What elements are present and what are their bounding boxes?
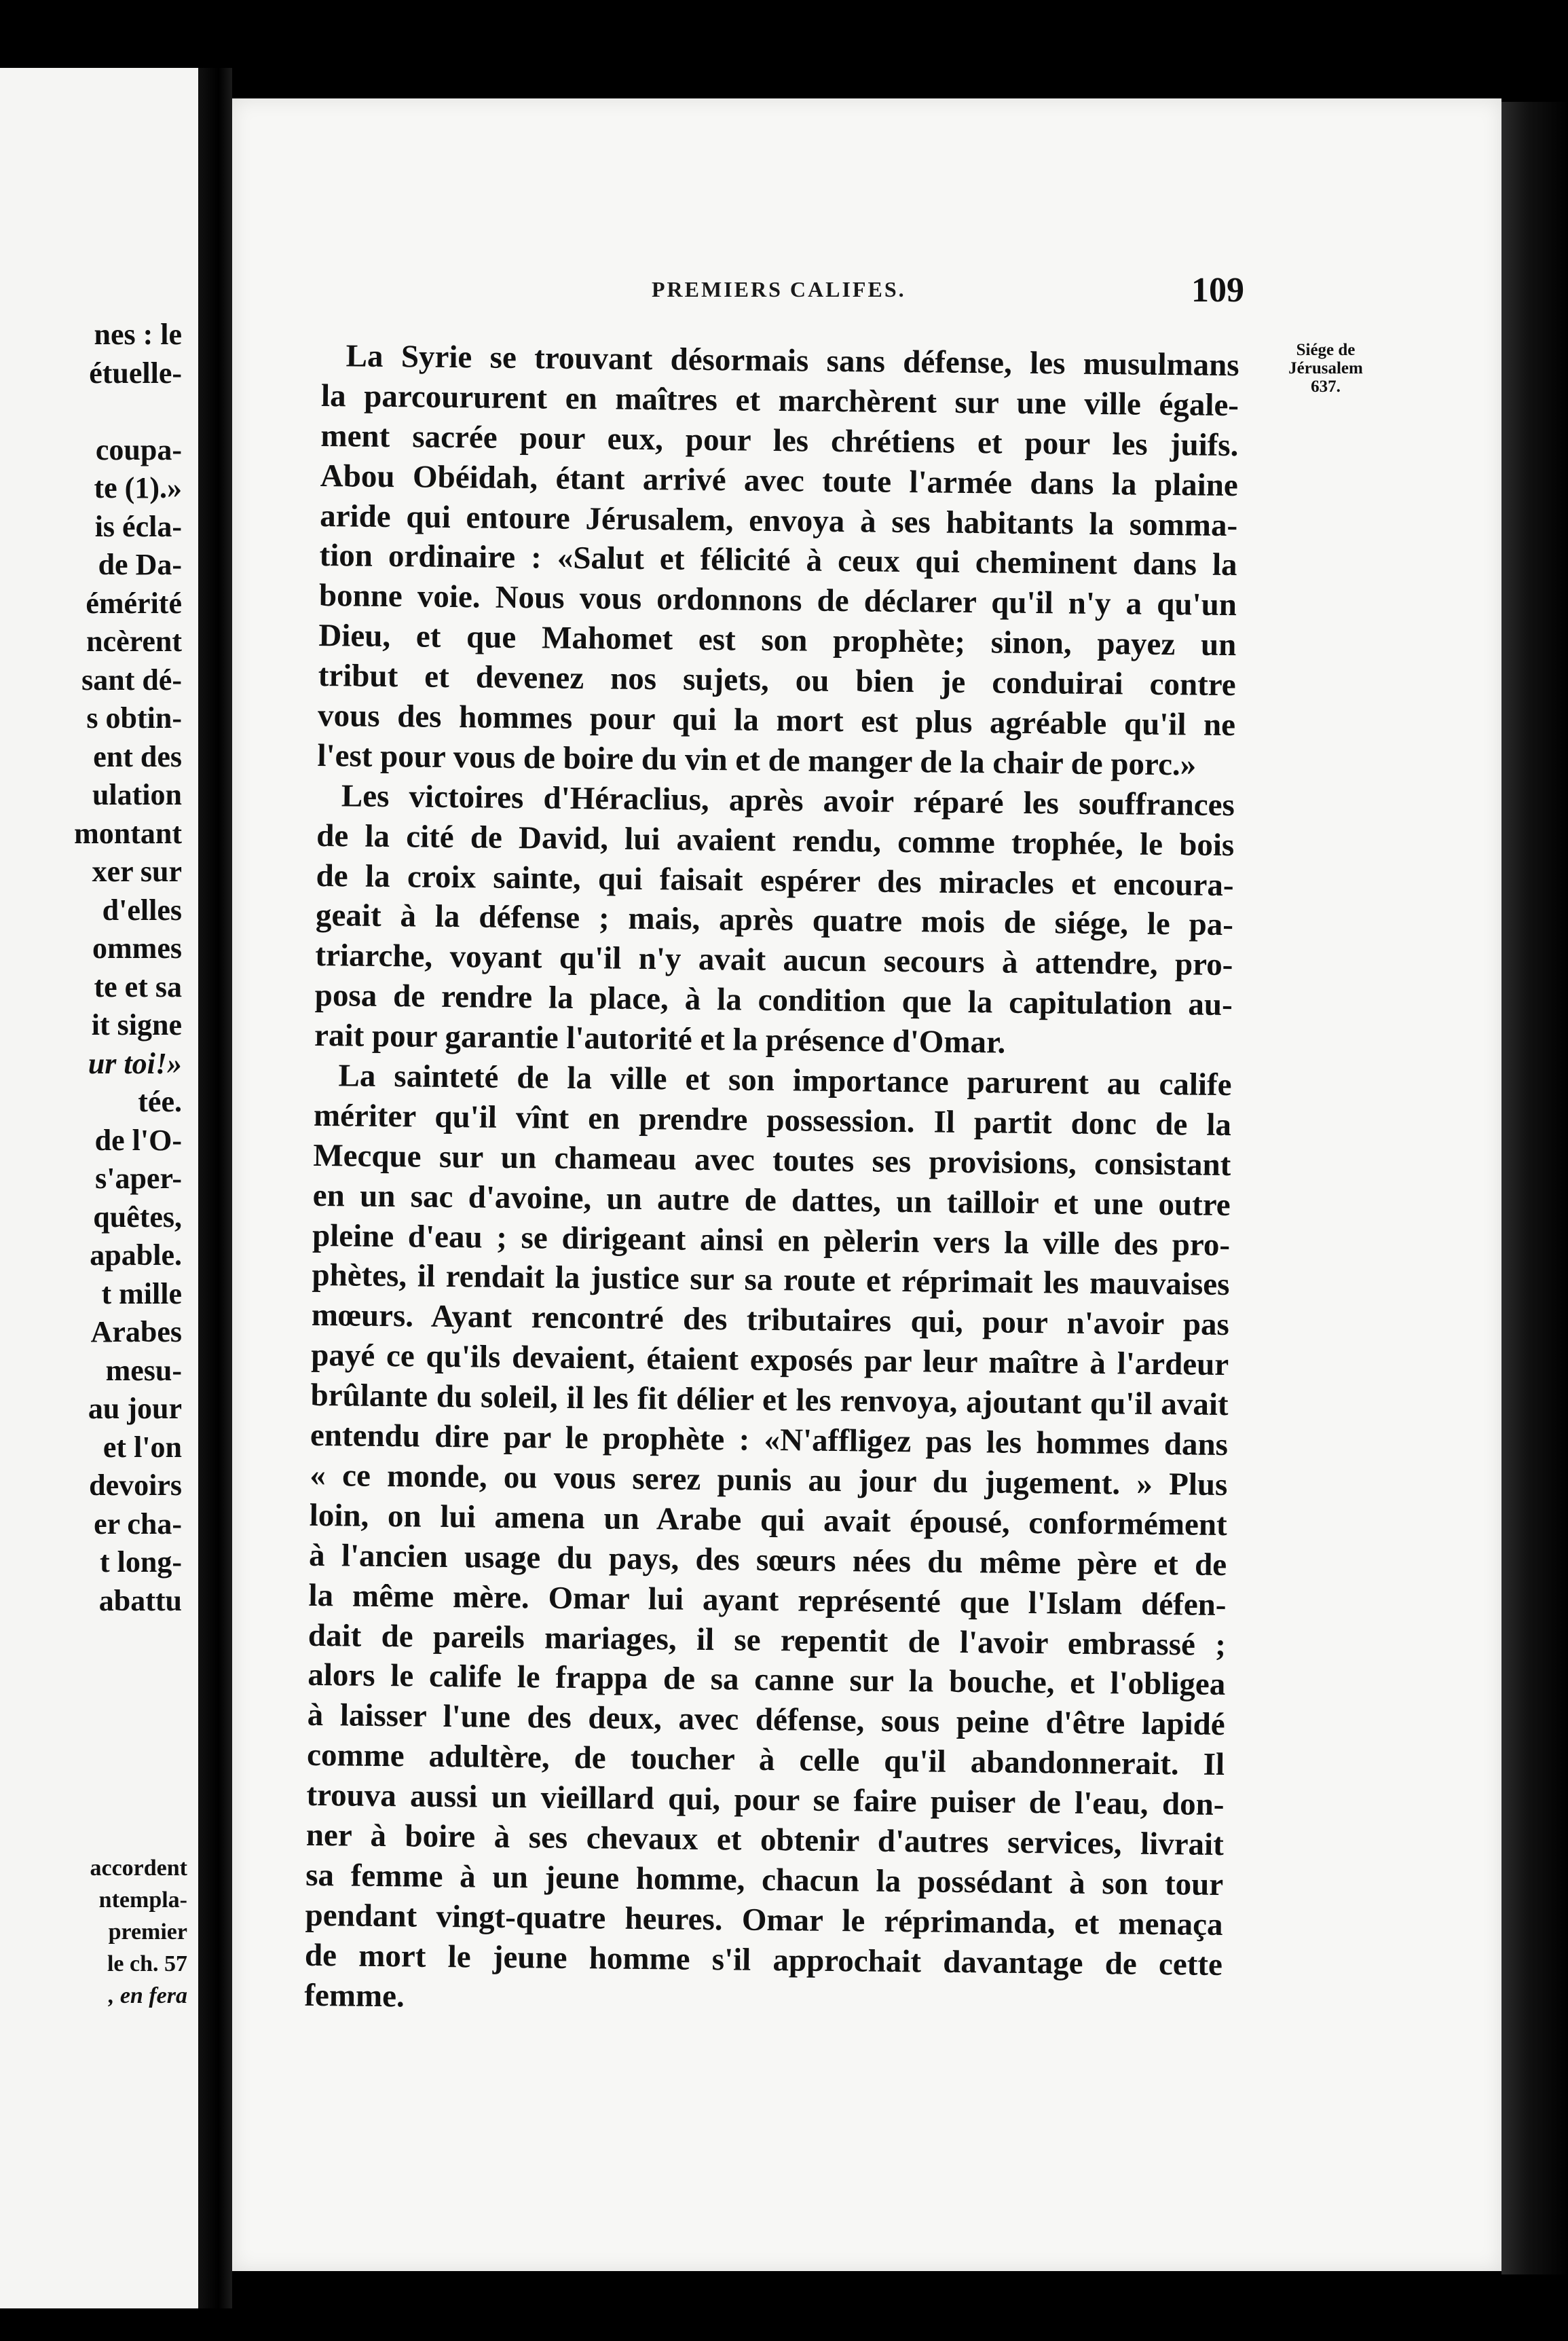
margin-note	[1261, 341, 1390, 396]
text-line: Les victoires d'Héraclius, après avoir réparé les souffrances	[341, 778, 1235, 823]
text-line: Abou Obéidah, étant arrivé avec toute l'armée dans la plaine	[320, 458, 1239, 503]
text-line: trouva aussi un vieillard qui, pour se faire puiser de l'eau, don-	[306, 1777, 1225, 1823]
left-page-line: ncèrent	[86, 625, 182, 658]
left-page-line: étuelle-	[89, 356, 182, 390]
text-line: mœurs. Ayant rencontré des tributaires qui, pour n'avoir pas	[311, 1297, 1230, 1343]
text-line: brûlante du soleil, il les fit délier et les renvoya, ajoutant qu'il avait	[310, 1378, 1229, 1423]
left-page-footnotes	[0, 1852, 198, 2012]
text-line: de la cité de David, lui avaient rendu, comme trophée, le bois	[316, 817, 1235, 863]
left-page-line: devoirs	[89, 1469, 182, 1502]
left-page-line: ur toi!»	[88, 1046, 182, 1080]
text-line: dait de pareils mariages, il se repentit de l'avoir embrassé ;	[307, 1617, 1227, 1663]
left-page-line	[0, 392, 198, 431]
text-line: ment sacrée pour eux, pour les chrétiens et pour les juifs.	[320, 418, 1239, 463]
left-page-lines	[0, 316, 198, 1620]
text-line: posa de rendre la place, à la condition que la capitulation au-	[314, 978, 1233, 1023]
left-page-line: apable.	[90, 1238, 182, 1272]
text-line: vous des hommes pour qui la mort est plus agréable qu'il ne	[317, 697, 1236, 743]
text-line: « ce monde, ou vous serez punis au jour du jugement. » Plus	[310, 1457, 1228, 1503]
text-line: payé ce qu'ils devaient, étaient exposés par leur maître à l'ardeur	[311, 1338, 1229, 1383]
left-page-line: it signe	[91, 1008, 182, 1042]
left-page-line: tée.	[138, 1085, 182, 1118]
text-line: l'est pour vous de boire du vin et de manger de la chair de porc.»	[317, 737, 1197, 783]
left-page-line: émérité	[86, 586, 182, 620]
text-line: pleine d'eau ; se dirigeant ainsi en pèlerin vers la ville des pro-	[312, 1217, 1231, 1263]
left-page-line: t long-	[100, 1545, 182, 1579]
text-line: sa femme à un jeune homme, chacun la possédant à son tour	[305, 1857, 1224, 1902]
text-line: femme.	[304, 1977, 405, 2014]
text-line: geait à la défense ; mais, après quatre mois de siége, le pa-	[315, 898, 1234, 943]
left-footnote-line: le ch. 57	[107, 1951, 187, 1976]
left-footnote-line: premier	[108, 1919, 187, 1944]
left-footnote-line: accordent	[90, 1856, 187, 1881]
margin-note-line: 637.	[1311, 377, 1341, 396]
left-page-line: et l'on	[102, 1430, 182, 1464]
text-line: La sainteté de la ville et son importance parurent au calife	[338, 1058, 1232, 1103]
left-page-line: ommes	[92, 932, 182, 965]
left-footnote-line: , en fera	[108, 1983, 187, 2008]
text-line: ner à boire à ses chevaux et obtenir d'autres services, livrait	[305, 1817, 1225, 1862]
text-line: pendant vingt-quatre heures. Omar le réprimanda, et menaça	[305, 1897, 1223, 1942]
text-line: Dieu, et que Mahomet est son prophète; sinon, payez un	[318, 618, 1237, 663]
left-page-line: d'elles	[102, 893, 182, 927]
text-line: tion ordinaire : «Salut et félicité à ceux qui cheminent dans la	[319, 538, 1237, 583]
left-page-line: ent des	[93, 739, 182, 773]
left-page-line: er cha-	[94, 1507, 182, 1541]
left-page-line: ulation	[92, 778, 182, 811]
text-line: la même mère. Omar lui ayant représenté que l'Islam défen-	[308, 1577, 1227, 1623]
left-page-line: montant	[74, 816, 182, 850]
left-page-line: Arabes	[90, 1315, 182, 1348]
text-line: de la croix sainte, qui faisait espérer des miracles et encoura-	[316, 858, 1234, 903]
left-page-line: quêtes,	[93, 1200, 182, 1234]
left-page-line: de l'O-	[94, 1123, 182, 1157]
text-line: à laisser l'une des deux, avec défense, sous peine d'être lapidé	[307, 1697, 1225, 1743]
left-page-line: is écla-	[94, 509, 182, 543]
margin-note-line: Siége de	[1296, 341, 1356, 359]
left-page-line: coupa-	[95, 432, 182, 466]
left-page-line: te et sa	[94, 970, 182, 1003]
left-footnote-line: ntempla-	[98, 1887, 187, 1913]
body-text	[304, 336, 1239, 2025]
left-page-line: mesu-	[105, 1353, 182, 1387]
left-page-fragment	[0, 68, 198, 2308]
page-number: 109	[1191, 271, 1244, 310]
text-line: Mecque sur un chameau avec toutes ses provisions, consistant	[313, 1137, 1231, 1183]
text-line: aride qui entoure Jérusalem, envoya à ses habitants la somma-	[319, 498, 1238, 543]
text-line: à l'ancien usage du pays, des sœurs nées du même père et de	[308, 1537, 1227, 1583]
left-page-line: s'aper-	[95, 1162, 182, 1195]
left-page-line: sant dé-	[81, 663, 182, 697]
text-line: rait pour garantie l'autorité et la présence d'Omar.	[314, 1018, 1006, 1061]
left-page-line: te (1).»	[94, 471, 182, 504]
text-line: bonne voie. Nous vous ordonnons de déclarer qu'il n'y a qu'un	[318, 578, 1237, 623]
text-line: phètes, il rendait la justice sur sa route et réprimait les mauvaises	[312, 1257, 1230, 1303]
text-line: La Syrie se trouvant désormais sans défense, les musulmans	[346, 338, 1239, 384]
text-line: entendu dire par le prophète : «N'affligez pas les hommes dans	[310, 1417, 1229, 1463]
left-page-line: au jour	[88, 1392, 182, 1425]
text-line: comme adultère, de toucher à celle qu'il abandonnerait. Il	[306, 1737, 1225, 1783]
text-line: triarche, voyant qu'il n'y avait aucun secours à attendre, pro-	[315, 938, 1233, 983]
book-gutter	[198, 68, 232, 2308]
margin-note-line: Jérusalem	[1288, 359, 1363, 377]
left-page-line: xer sur	[92, 855, 182, 888]
left-page-line: t mille	[101, 1276, 182, 1310]
text-line: loin, on lui amena un Arabe qui avait épousé, conformément	[309, 1497, 1228, 1543]
text-line: tribut et devenez nos sujets, ou bien je conduirai contre	[318, 658, 1236, 703]
text-line: en un sac d'avoine, un autre de dattes, un tailloir et une outre	[312, 1177, 1231, 1223]
page-edge-shadow	[1501, 102, 1568, 2274]
left-page-line: abattu	[98, 1583, 182, 1617]
running-title: PREMIERS CALIFES.	[652, 277, 906, 301]
text-line: de mort le jeune homme s'il approchait davantage de cette	[304, 1937, 1223, 1983]
left-page-line: nes : le	[94, 318, 182, 351]
left-page-line: de Da-	[98, 548, 182, 581]
text-line: la parcoururent en maîtres et marchèrent sur une ville égale-	[320, 377, 1239, 424]
text-line: alors le calife le frappa de sa canne sur la bouche, et l'obligea	[307, 1657, 1226, 1703]
left-page-line: s obtin-	[86, 701, 182, 735]
text-line: mériter qu'il vînt en prendre possession. Il partit donc de la	[313, 1097, 1232, 1143]
